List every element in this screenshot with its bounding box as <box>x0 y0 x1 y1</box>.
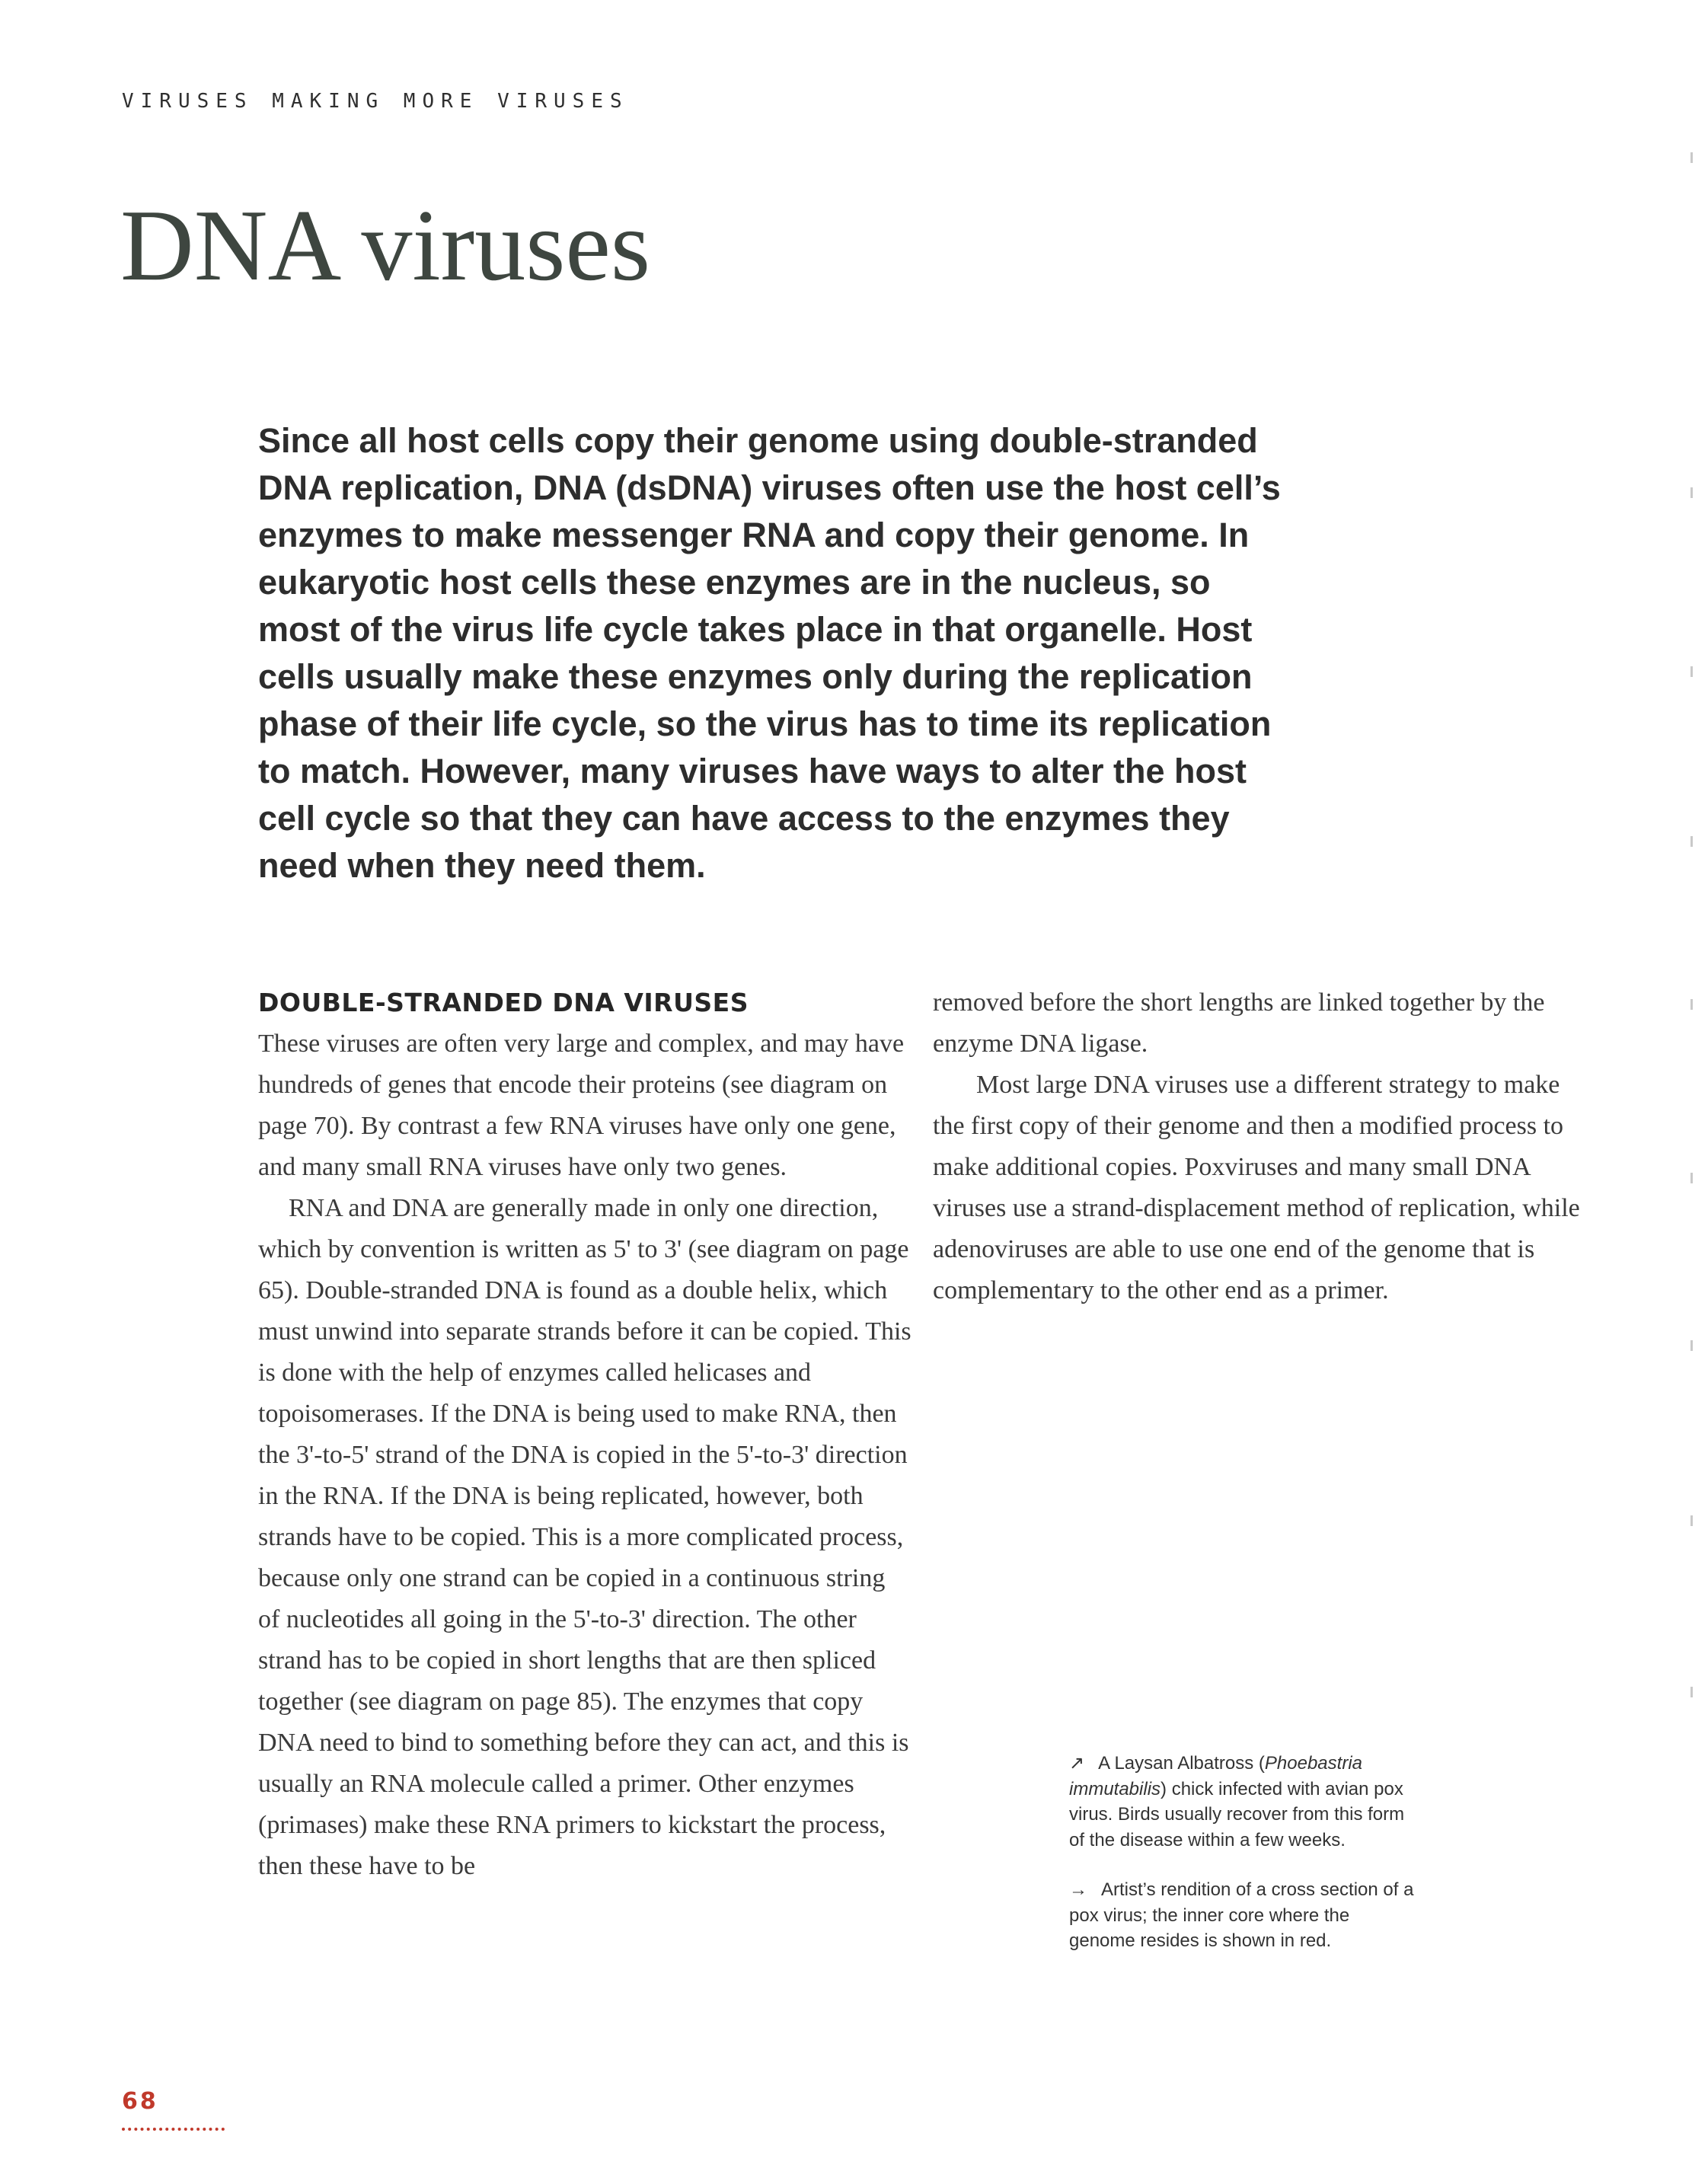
edge-mark <box>1690 836 1693 847</box>
caption-albatross <box>1069 1751 1419 1853</box>
edge-mark <box>1690 152 1693 163</box>
caption-species-name: Phoebastria immutabilis <box>1069 1753 1362 1799</box>
arrow-right-icon: → <box>1069 1879 1087 1900</box>
page-title: DNA viruses <box>120 189 651 302</box>
captions <box>1069 1751 1419 1978</box>
edge-mark <box>1690 666 1693 677</box>
edge-mark <box>1690 1173 1693 1183</box>
running-head: VIRUSES MAKING MORE VIRUSES <box>122 90 629 113</box>
edge-mark <box>1690 999 1693 1010</box>
body-paragraph-4: Most large DNA viruses use a different strategy to make the first copy of their genome and then a modified process to make additional copies. Poxviruses and many small DNA viruses use a strand-displacement method of replication, while adenoviruses are able to use one end of the genome that is complementary to the other end as a primer. <box>933 1071 1580 1304</box>
body-paragraph-1: These viruses are often very large and complex, and may have hundreds of genes that encode their proteins (see diagram on page 70). By contrast a few RNA viruses have only one gene, and many small RNA viruses have only two genes. <box>258 1030 905 1181</box>
edge-mark <box>1690 1687 1693 1697</box>
intro-paragraph: Since all host cells copy their genome using double-stranded DNA replication, DNA (dsDNA) viruses often use the host cell’s enzymes to make messenger RNA and copy their genome. In eukaryotic host cells these enzymes are in the nucleus, so most of the virus life cycle takes place in that organelle. Host cells usually make these enzymes only during the replication phase of their life cycle, so the virus has to time its replication to match. However, many viruses have ways to alter the host cell cycle so that they can have access to the enzymes they need when they need them. <box>258 421 1281 885</box>
edge-mark <box>1690 487 1693 498</box>
edge-mark <box>1690 1515 1693 1526</box>
right-column <box>933 982 1580 1311</box>
body-paragraph-2: RNA and DNA are generally made in only one direction, which by convention is written as 5' to 3' (see diagram on page 65). Double-stranded DNA is found as a double helix, which must unwind into separate strands before it can be copied. This is done with the help of enzymes called helicases and topoisomerases. If the DNA is being used to make RNA, then the 3'-to-5' strand of the DNA is copied in the 5'-to-3' direction in the RNA. If the DNA is being replicated, however, both strands have to be copied. This is a more complicated process, because only one strand can be copied in a continuous string of nucleotides all going in the 5'-to-3' direction. The other strand has to be copied in short lengths that are then spliced together (see diagram on page 85). The enzymes that copy DNA need to bind to something before they can act, and this is usually an RNA molecule called a primer. Other enzymes (primases) make these RNA primers to kickstart the process, then these have to be <box>258 1194 911 1880</box>
left-column <box>258 982 913 1887</box>
folio-dots-divider <box>122 2128 225 2131</box>
caption-poxvirus <box>1069 1877 1419 1954</box>
section-heading: DOUBLE-STRANDED DNA VIRUSES <box>258 988 749 1017</box>
edge-mark <box>1690 1340 1693 1351</box>
body-paragraph-3: removed before the short lengths are linked together by the enzyme DNA ligase. <box>933 988 1545 1058</box>
caption-text: A Laysan Albatross ( <box>1098 1753 1265 1774</box>
arrow-up-right-icon: ↗ <box>1069 1753 1085 1774</box>
caption-text: Artist’s rendition of a cross section of a pox virus; the inner core where the genome resides is shown in red. <box>1069 1879 1414 1951</box>
page-number: 68 <box>122 2088 158 2115</box>
caption-text: ) chick infected with avian pox virus. Birds usually recover from this form of the disease within a few weeks. <box>1069 1778 1405 1850</box>
